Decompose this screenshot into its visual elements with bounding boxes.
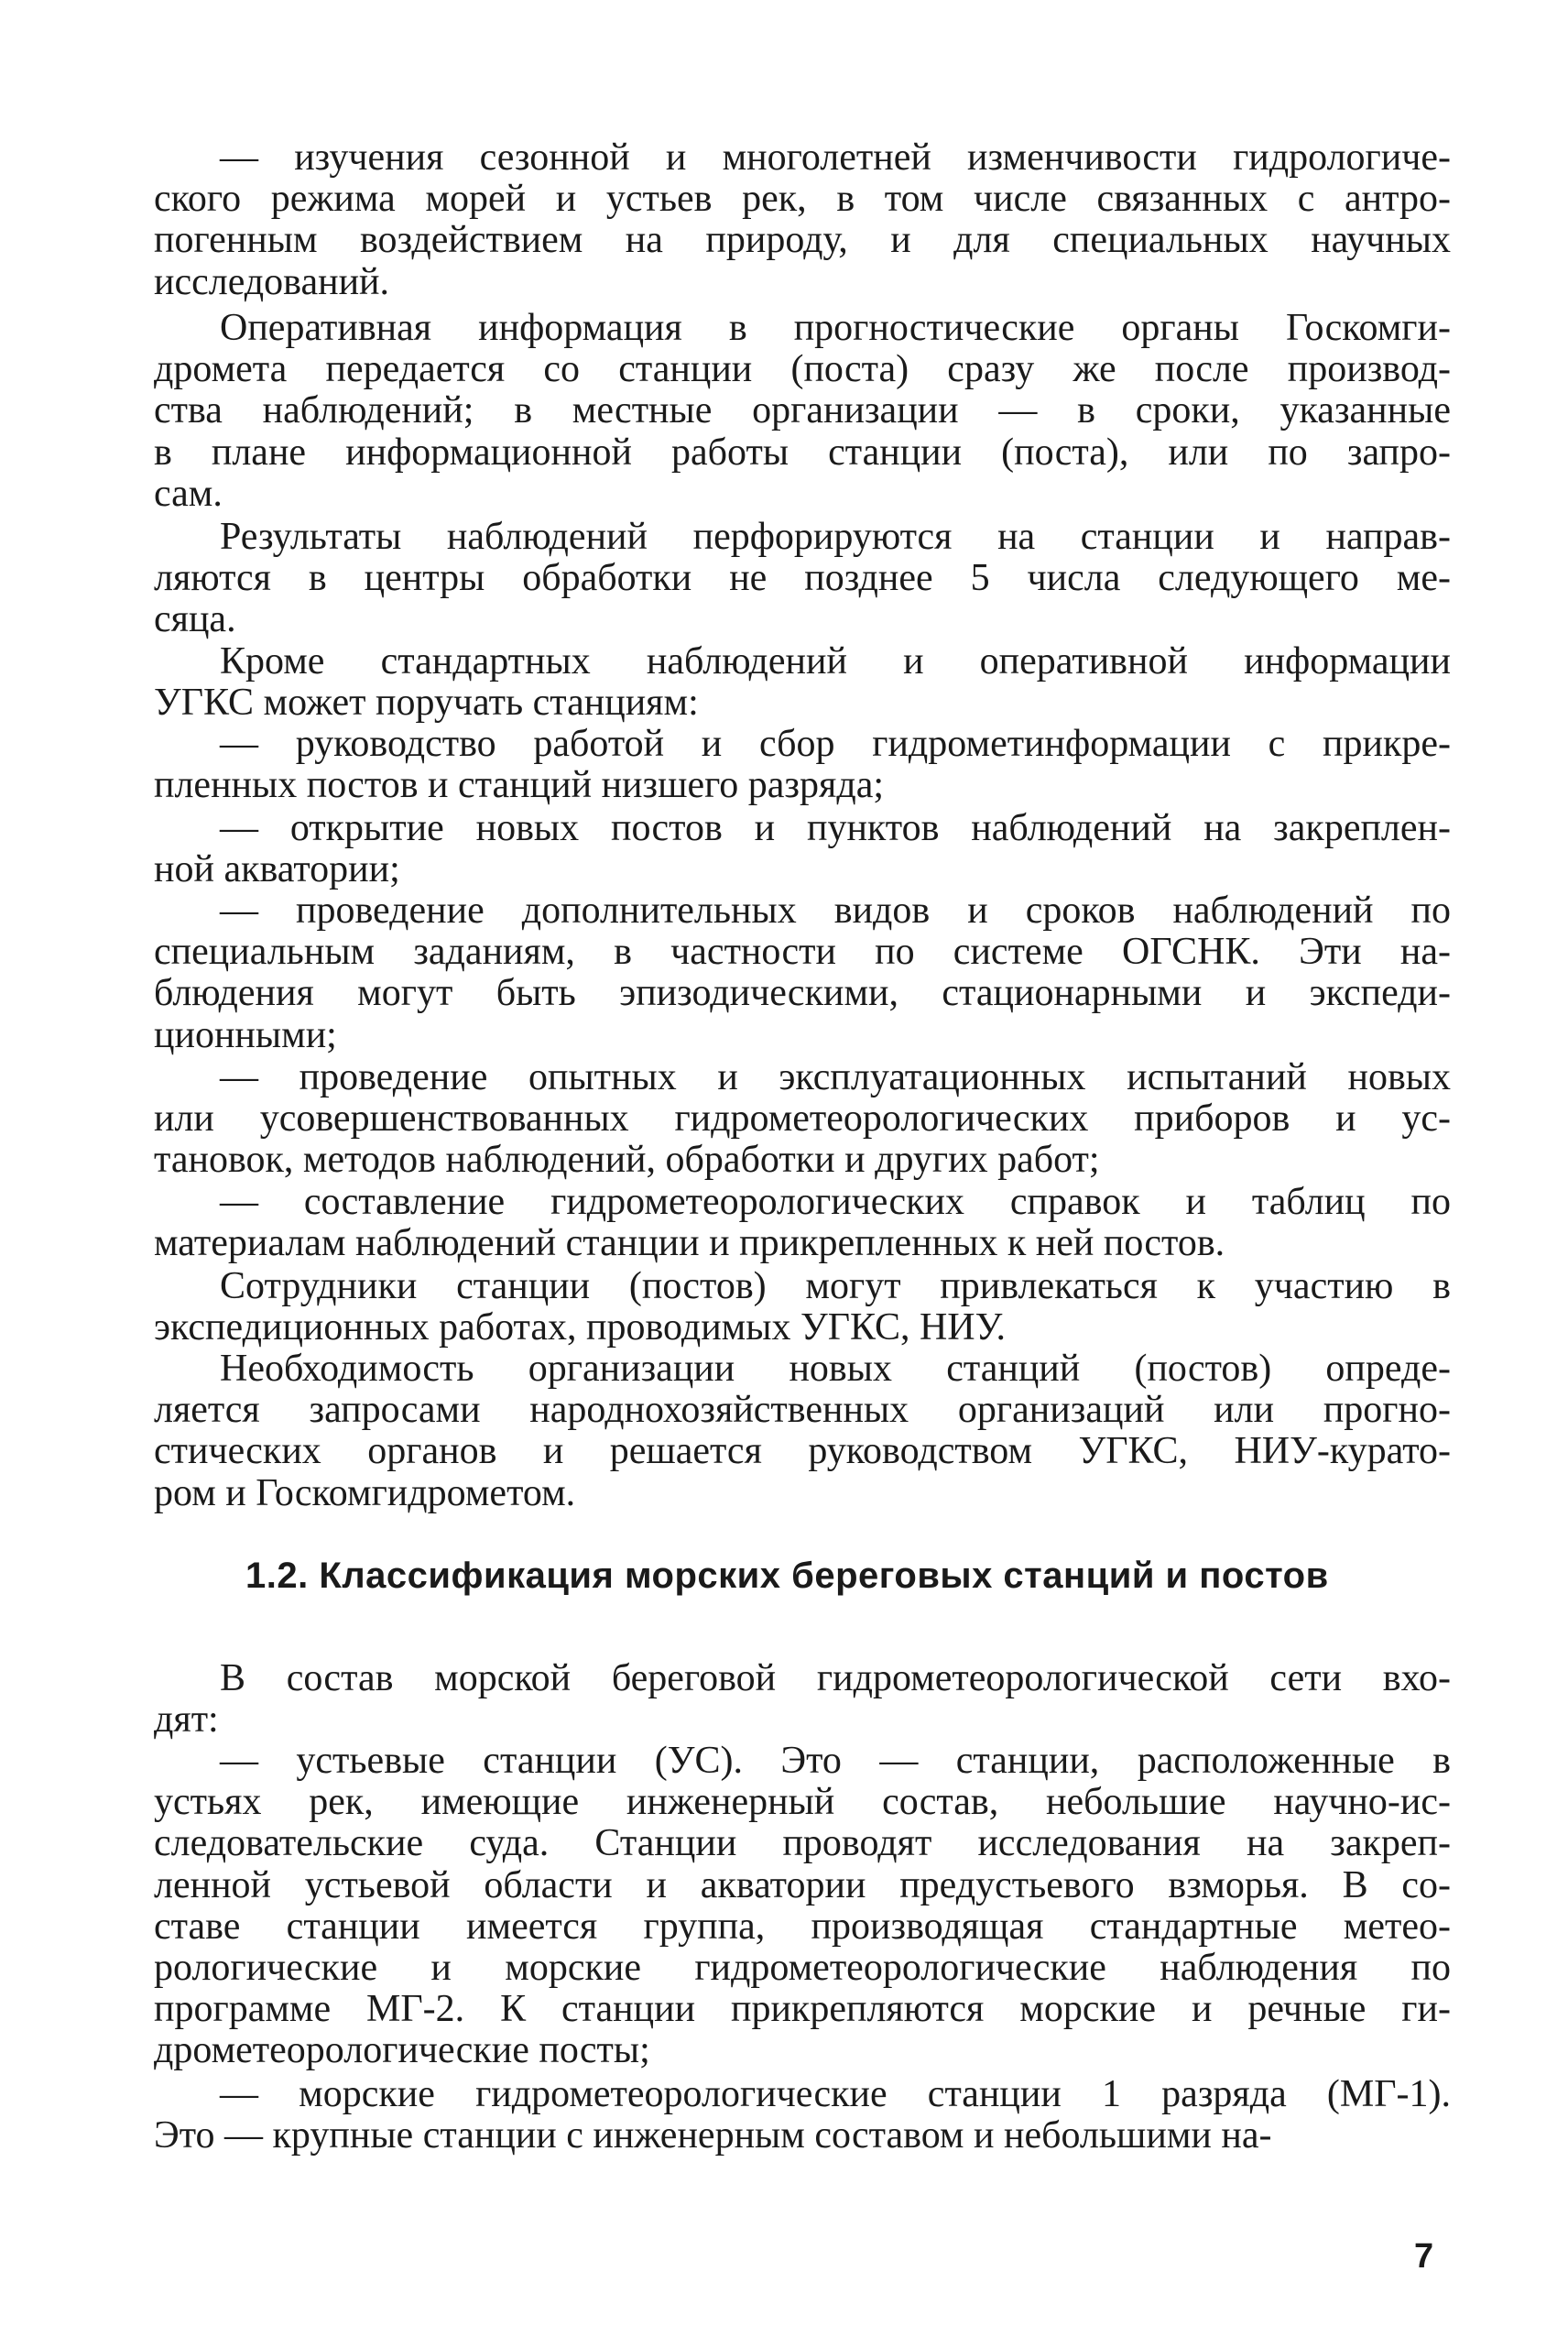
text-line: ром и Госкомгидрометом. [154, 1471, 576, 1514]
text-line: или усовершенствованных гидрометеорологических приборов и ус- [154, 1097, 1451, 1141]
text-line: — устьевые станции (УС). Это — станции, расположенные в [220, 1740, 1451, 1782]
text-line: — открытие новых постов и пунктов наблюдений на закреплен- [220, 807, 1451, 849]
text-line: Это — крупные станции с инженерным составом и небольшими на- [154, 2114, 1272, 2157]
text-line: ства наблюдений; в местные организации — в сроки, указанные [154, 389, 1451, 432]
paragraph [154, 308, 1451, 515]
text-line: Кроме стандартных наблюдений и оперативной информации [220, 640, 1451, 683]
paragraph [154, 1349, 1451, 1514]
text-line: следовательские суда. Станции проводят исследования на закреп- [154, 1822, 1451, 1865]
text-line: ляются в центры обработки не позднее 5 числа следующего ме- [154, 557, 1451, 600]
text-line: — руководство работой и сбор гидрометинформации с прикре- [220, 723, 1451, 765]
text-line: — проведение опытных и эксплуатационных испытаний новых [220, 1056, 1451, 1098]
list-item [154, 1057, 1451, 1182]
text-line: стических органов и решается руководством УГКС, НИУ-курато- [154, 1430, 1451, 1473]
list-item [154, 2074, 1451, 2157]
text-line: программе МГ-2. К станции прикрепляются морские и речные ги- [154, 1988, 1451, 2031]
text-line: дромета передается со станции (поста) сразу же после производ- [154, 348, 1451, 391]
text-line: ляется запросами народнохозяйственных организаций или прогно- [154, 1389, 1451, 1432]
text-line: сяца. [154, 598, 236, 641]
text-line: Сотрудники станции (постов) могут привлекаться к участию в [220, 1265, 1451, 1307]
text-line: специальным заданиям, в частности по системе ОГСНК. Эти на- [154, 931, 1451, 974]
text-line: дрометеорологические посты; [154, 2029, 650, 2072]
text-line: ленной устьевой области и акватории предустьевого взморья. В со- [154, 1863, 1451, 1906]
text-line: экспедиционных работах, проводимых УГКС, НИУ. [154, 1306, 1007, 1349]
list-item [154, 1182, 1451, 1264]
text-line: Оперативная информация в прогностические органы Госкомги- [220, 307, 1451, 349]
text-line: ского режима морей и устьев рек, в том числе связанных с антро- [154, 178, 1451, 221]
text-line: — составление гидрометеорологических справок и таблиц по [220, 1181, 1451, 1223]
paragraph [154, 137, 1451, 303]
page-number: 7 [1414, 2237, 1434, 2276]
text-line: сам. [154, 472, 223, 515]
text-line: материалам наблюдений станции и прикрепленных к ней постов. [154, 1222, 1225, 1265]
text-line: устьях рек, имеющие инженерный состав, небольшие научно-ис- [154, 1781, 1451, 1824]
list-item [154, 890, 1451, 1056]
list-item [154, 1741, 1451, 2072]
text-line: — изучения сезонной и многолетней изменчивости гидрологиче- [220, 137, 1451, 179]
text-line: В состав морской береговой гидрометеорологической сети вхо- [220, 1657, 1451, 1699]
text-line: Результаты наблюдений перфорируются на станции и направ- [220, 516, 1451, 558]
paragraph [154, 641, 1451, 724]
text-line: — проведение дополнительных видов и сроков наблюдений по [220, 890, 1451, 932]
text-line: блюдения могут быть эпизодическими, стационарными и экспеди- [154, 972, 1451, 1015]
section-heading: 1.2. Классификация морских береговых станций и постов [245, 1556, 1329, 1596]
text-line: дят: [154, 1698, 219, 1742]
text-line: рологические и морские гидрометеорологические наблюдения по [154, 1947, 1451, 1990]
text-line: погенным воздействием на природу, и для специальных научных [154, 219, 1451, 262]
paragraph [154, 1658, 1451, 1741]
text-line: ционными; [154, 1013, 337, 1056]
text-line: — морские гидрометеорологические станции 1 разряда (МГ-1). [220, 2073, 1451, 2115]
text-line: УГКС может поручать станциям: [154, 682, 699, 725]
list-item [154, 724, 1451, 806]
text-line: ставе станции имеется группа, производящая стандартные метео- [154, 1905, 1451, 1948]
text-line: тановок, методов наблюдений, обработки и других работ; [154, 1139, 1100, 1182]
text-line: исследований. [154, 260, 390, 303]
text-line: ной акватории; [154, 848, 400, 891]
list-item [154, 808, 1451, 890]
text-line: пленных постов и станций низшего разряда; [154, 764, 885, 807]
text-line: в плане информационной работы станции (поста), или по запро- [154, 431, 1451, 474]
text-line: Необходимость организации новых станций (постов) опреде- [220, 1348, 1451, 1390]
paragraph [154, 1266, 1451, 1349]
paragraph [154, 517, 1451, 641]
